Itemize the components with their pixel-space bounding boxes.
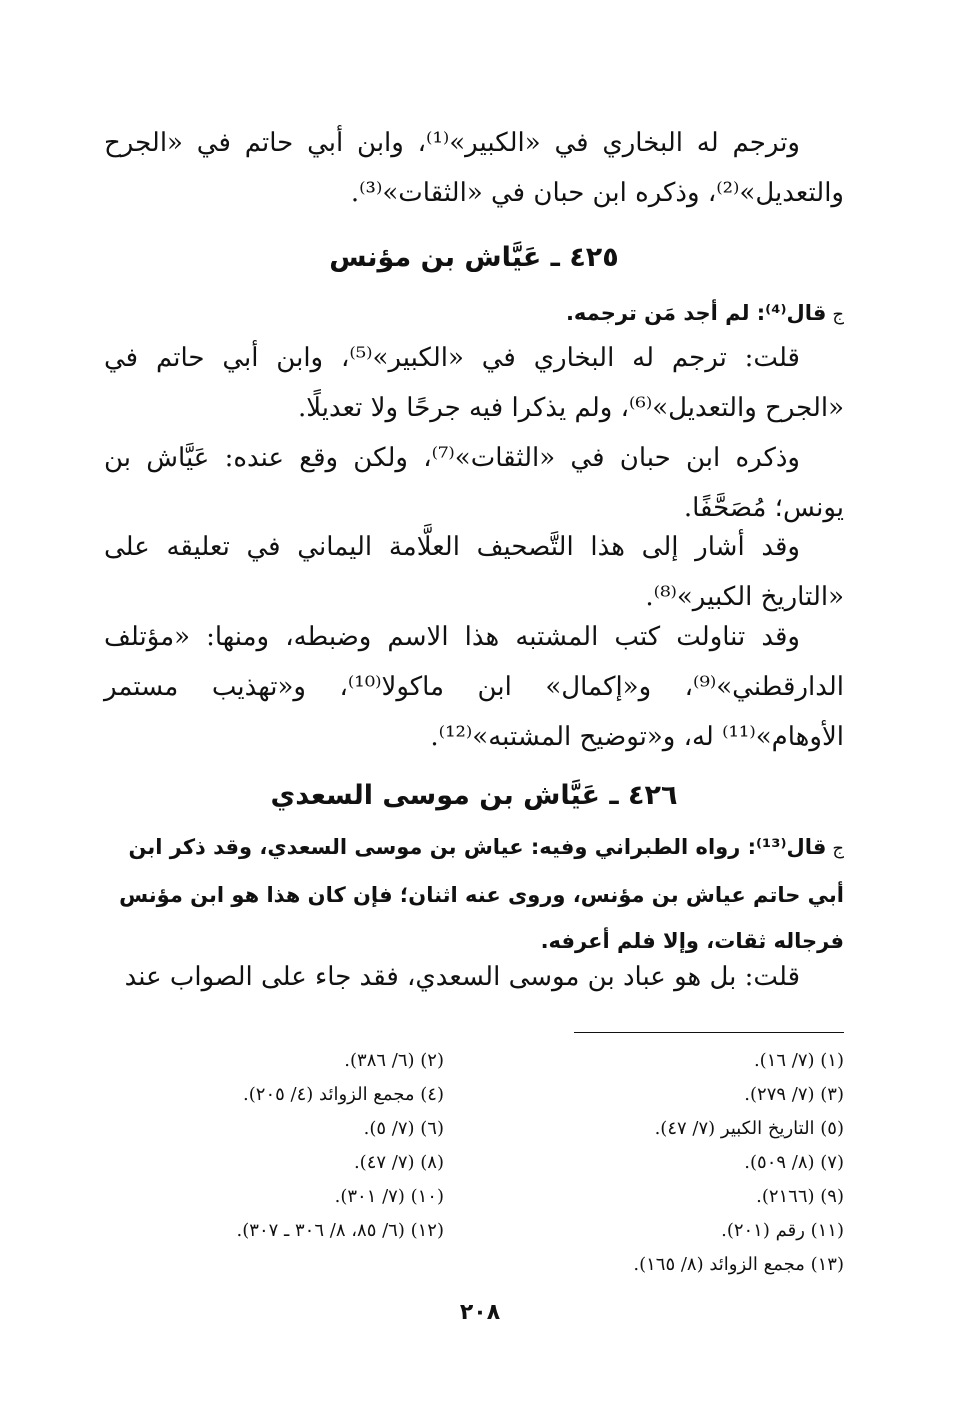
entry-heading-425: ٤٢٥ ـ عَيَّاش بن مؤنس — [329, 242, 619, 273]
footnote-10: (١٠) (٧/ ٣٠١). — [334, 1186, 444, 1207]
footnote-12: (١٢) (٦/ ٨٥، ٨/ ٣٠٦ ـ ٣٠٧). — [236, 1220, 444, 1241]
paragraph-5: وقد تناولت كتب المشتبه هذا الاسم وضبطه، ومنها: «مؤتلف الدارقطني»⁽⁹⁾، و«إكمال» ابن ماكولا⁽¹⁰⁾، و«تهذيب مستمر الأوهام»⁽¹¹⁾ له، و«توضيح المشتبه»⁽¹²⁾. — [104, 622, 845, 752]
said-line-1 — [104, 290, 844, 338]
said-mark-2: ج — [832, 838, 844, 859]
said-mark: ج — [832, 304, 844, 325]
footnote-13: (١٣) مجمع الزوائد (٨/ ١٦٥). — [633, 1254, 844, 1275]
footnote-11: (١١) رقم (٢٠١). — [721, 1220, 844, 1241]
said-text-2: قال⁽¹³⁾: رواه الطبراني وفيه: عياش بن موسى السعدي، وقد ذكر ابن أبي حاتم عياش بن مؤنس، وروى عنه اثنان؛ فإن كان هذا هو ابن مؤنس فرجاله ثقات، وإلا فلم أعرفه. — [119, 835, 844, 953]
footnote-5: (٥) التاريخ الكبير (٧/ ٤٧). — [654, 1118, 844, 1139]
paragraph-6: قلت: بل هو عباد بن موسى السعدي، فقد جاء على الصواب عند — [124, 962, 800, 992]
entry-heading-426: ٤٢٦ ـ عَيَّاش بن موسى السعدي — [270, 780, 678, 811]
footnotes-right-column — [534, 1044, 844, 1282]
page-number: ٢٠٨ — [459, 1300, 501, 1325]
said-line-2 — [104, 824, 844, 964]
paragraph-3: وذكره ابن حبان في «الثقات»⁽⁷⁾، ولكن وقع عنده: عَيَّاش بن يونس؛ مُصَحَّفًا. — [104, 443, 844, 523]
paragraph-2: قلت: ترجم له البخاري في «الكبير»⁽⁵⁾، وابن أبي حاتم في «الجرح والتعديل»⁽⁶⁾، ولم يذكرا فيه جرحًا ولا تعديلًا. — [104, 343, 844, 423]
footnote-2: (٢) (٦/ ٣٨٦). — [344, 1050, 444, 1071]
footnote-8: (٨) (٧/ ٤٧). — [353, 1152, 444, 1173]
paragraph-1: وترجم له البخاري في «الكبير»⁽¹⁾، وابن أبي حاتم في «الجرح والتعديل»⁽²⁾، وذكره ابن حبان في «الثقات»⁽³⁾. — [104, 128, 844, 208]
footnotes-left-column — [134, 1044, 444, 1248]
footnote-1: (١) (٧/ ١٦). — [753, 1050, 844, 1071]
paragraph-4: وقد أشار إلى هذا التَّصحيف العلَّامة اليماني في تعليقه على «التاريخ الكبير»⁽⁸⁾. — [104, 532, 844, 612]
footnote-separator — [574, 1032, 844, 1033]
footnote-9: (٩) (٢١٦٦). — [756, 1186, 844, 1207]
footnote-7: (٧) (٨/ ٥٠٩). — [744, 1152, 844, 1173]
said-text-1: قال⁽⁴⁾: لم أجد مَن ترجمه. — [565, 301, 827, 325]
footnote-4: (٤) مجمع الزوائد (٤/ ٢٠٥). — [243, 1084, 444, 1105]
footnote-3: (٣) (٧/ ٢٧٩). — [744, 1084, 844, 1105]
footnote-6: (٦) (٧/ ٥). — [363, 1118, 444, 1139]
